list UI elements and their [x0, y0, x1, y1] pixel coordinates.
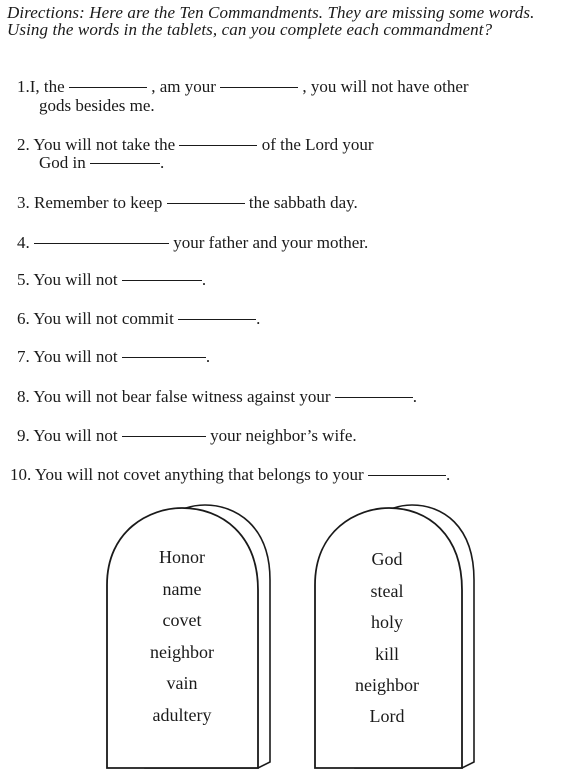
item-text: Remember to keep — [34, 193, 163, 212]
commandment-2 — [17, 135, 572, 154]
item-text: the sabbath day. — [248, 193, 358, 212]
item-text: , am your — [151, 77, 216, 96]
answer-blank[interactable] — [368, 474, 446, 476]
commandment-8 — [17, 387, 572, 406]
tablet-word: steal — [370, 581, 404, 601]
item-number: 8. — [17, 387, 30, 406]
item-number: 3. — [17, 193, 30, 212]
item-text: You will not take the — [33, 135, 176, 154]
item-text: . — [160, 153, 165, 172]
commandment-9 — [17, 426, 572, 445]
commandment-6 — [17, 309, 572, 328]
item-number: 9. — [17, 426, 30, 445]
commandment-10 — [10, 465, 565, 484]
tablet-word: covet — [162, 610, 202, 630]
commandment-3 — [17, 193, 572, 212]
item-text: , you will not have other — [302, 77, 469, 96]
item-text: You will not — [33, 270, 118, 289]
commandment-4 — [17, 233, 572, 252]
tablet-word: neighbor — [355, 675, 419, 695]
commandment-7 — [17, 347, 572, 366]
answer-blank[interactable] — [178, 318, 256, 320]
answer-blank[interactable] — [179, 144, 257, 146]
item-text: of the Lord your — [261, 135, 374, 154]
answer-blank[interactable] — [335, 396, 413, 398]
answer-blank[interactable] — [90, 162, 160, 164]
item-text: . — [201, 270, 207, 289]
item-text: You will not bear false witness against your — [33, 387, 331, 406]
item-text: . — [256, 309, 261, 328]
item-number: 6. — [17, 309, 30, 328]
tablet-word: adultery — [152, 705, 212, 725]
item-number: 1. — [17, 77, 30, 96]
tablet-word: vain — [166, 673, 198, 693]
item-text: . — [205, 347, 211, 366]
item-text: gods besides me. — [39, 96, 155, 115]
commandment-1 — [17, 77, 572, 96]
item-text: your father and your mother. — [173, 233, 369, 252]
tablets-illustration — [0, 500, 578, 773]
answer-blank[interactable] — [34, 242, 169, 244]
item-text: your neighbor’s wife. — [210, 426, 357, 445]
item-number: 2. — [17, 135, 30, 154]
item-number: 5. — [17, 270, 30, 289]
answer-blank[interactable] — [122, 356, 206, 358]
answer-blank[interactable] — [122, 279, 202, 281]
item-text: You will not — [33, 347, 118, 366]
item-number: 10. — [10, 465, 32, 484]
item-text: You will not commit — [33, 309, 174, 328]
item-number: 7. — [17, 347, 30, 366]
item-text: . — [412, 387, 418, 406]
item-text: You will not covet anything that belongs to your — [34, 465, 364, 484]
item-text: . — [445, 465, 451, 484]
tablet-word: neighbor — [150, 642, 214, 662]
tablet-word: God — [371, 549, 403, 569]
directions-text: Directions: Here are the Ten Commandments. They are missing some words. Using the words in the tablets, can you complete each commandment? — [7, 3, 535, 39]
tablets-drawing — [0, 500, 578, 773]
answer-blank[interactable] — [69, 86, 147, 88]
answer-blank[interactable] — [167, 202, 245, 204]
right-tablet-front — [315, 508, 462, 768]
commandment-5 — [17, 270, 572, 289]
item-text: You will not — [33, 426, 118, 445]
item-text: God in — [39, 153, 86, 172]
commandment-2-continued — [39, 153, 578, 172]
tablet-word: name — [162, 579, 202, 599]
tablet-word: Lord — [369, 706, 405, 726]
tablet-word: kill — [374, 644, 399, 664]
item-text: I, the — [29, 77, 65, 96]
item-number: 4. — [17, 233, 30, 252]
answer-blank[interactable] — [220, 86, 298, 88]
commandment-1-continued — [39, 96, 578, 115]
answer-blank[interactable] — [122, 435, 206, 437]
tablet-word: Honor — [159, 547, 205, 567]
tablet-word: holy — [370, 612, 403, 632]
